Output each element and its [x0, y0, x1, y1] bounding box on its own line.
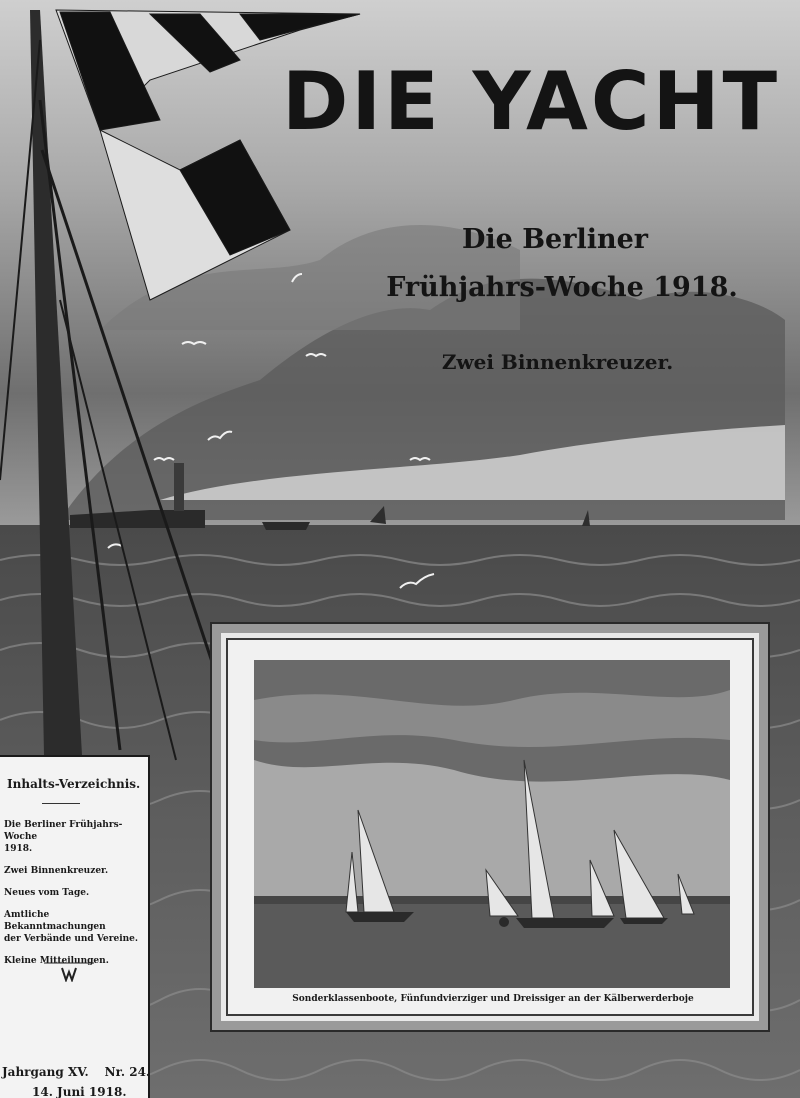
- toc-item: Die Berliner Frühjahrs-Woche 1918.: [4, 820, 123, 854]
- toc-item: Zwei Binnenkreuzer.: [4, 866, 109, 876]
- issue-date: 14. Juni 1918.: [32, 1085, 127, 1098]
- toc-title: Inhalts-Verzeichnis.: [7, 777, 141, 791]
- masthead-title: DIE YACHT: [282, 55, 781, 148]
- issue-volume: Jahrgang XV.: [2, 1065, 89, 1079]
- issue-line: [2, 1065, 150, 1079]
- issue-number: Nr. 24.: [104, 1065, 151, 1079]
- table-of-contents: [0, 755, 150, 1098]
- headline-line-1: Die Berliner: [461, 224, 649, 255]
- headline-line-3: Zwei Binnenkreuzer.: [441, 350, 674, 374]
- photo-caption: Sonderklassenboote, Fünfundvierziger und Dreissiger an der Kälberwerderboje: [292, 994, 694, 1004]
- toc-divider: [42, 803, 80, 804]
- toc-item: Neues vom Tage.: [4, 888, 90, 898]
- steamer: [262, 522, 310, 530]
- toc-item: Kleine Mitteilungen.: [4, 956, 109, 966]
- regatta-photograph: [254, 660, 730, 988]
- toc-list: [0, 819, 148, 977]
- publisher-ornament-icon: [44, 960, 94, 982]
- photo-mount: [226, 638, 754, 1016]
- rope-picture-frame: [212, 624, 768, 1030]
- toc-item: Amtliche Bekanntmachungen der Verbände und Vereine.: [4, 910, 139, 944]
- lighthouse: [174, 463, 184, 511]
- headline-line-2: Frühjahrs-Woche 1918.: [386, 272, 738, 303]
